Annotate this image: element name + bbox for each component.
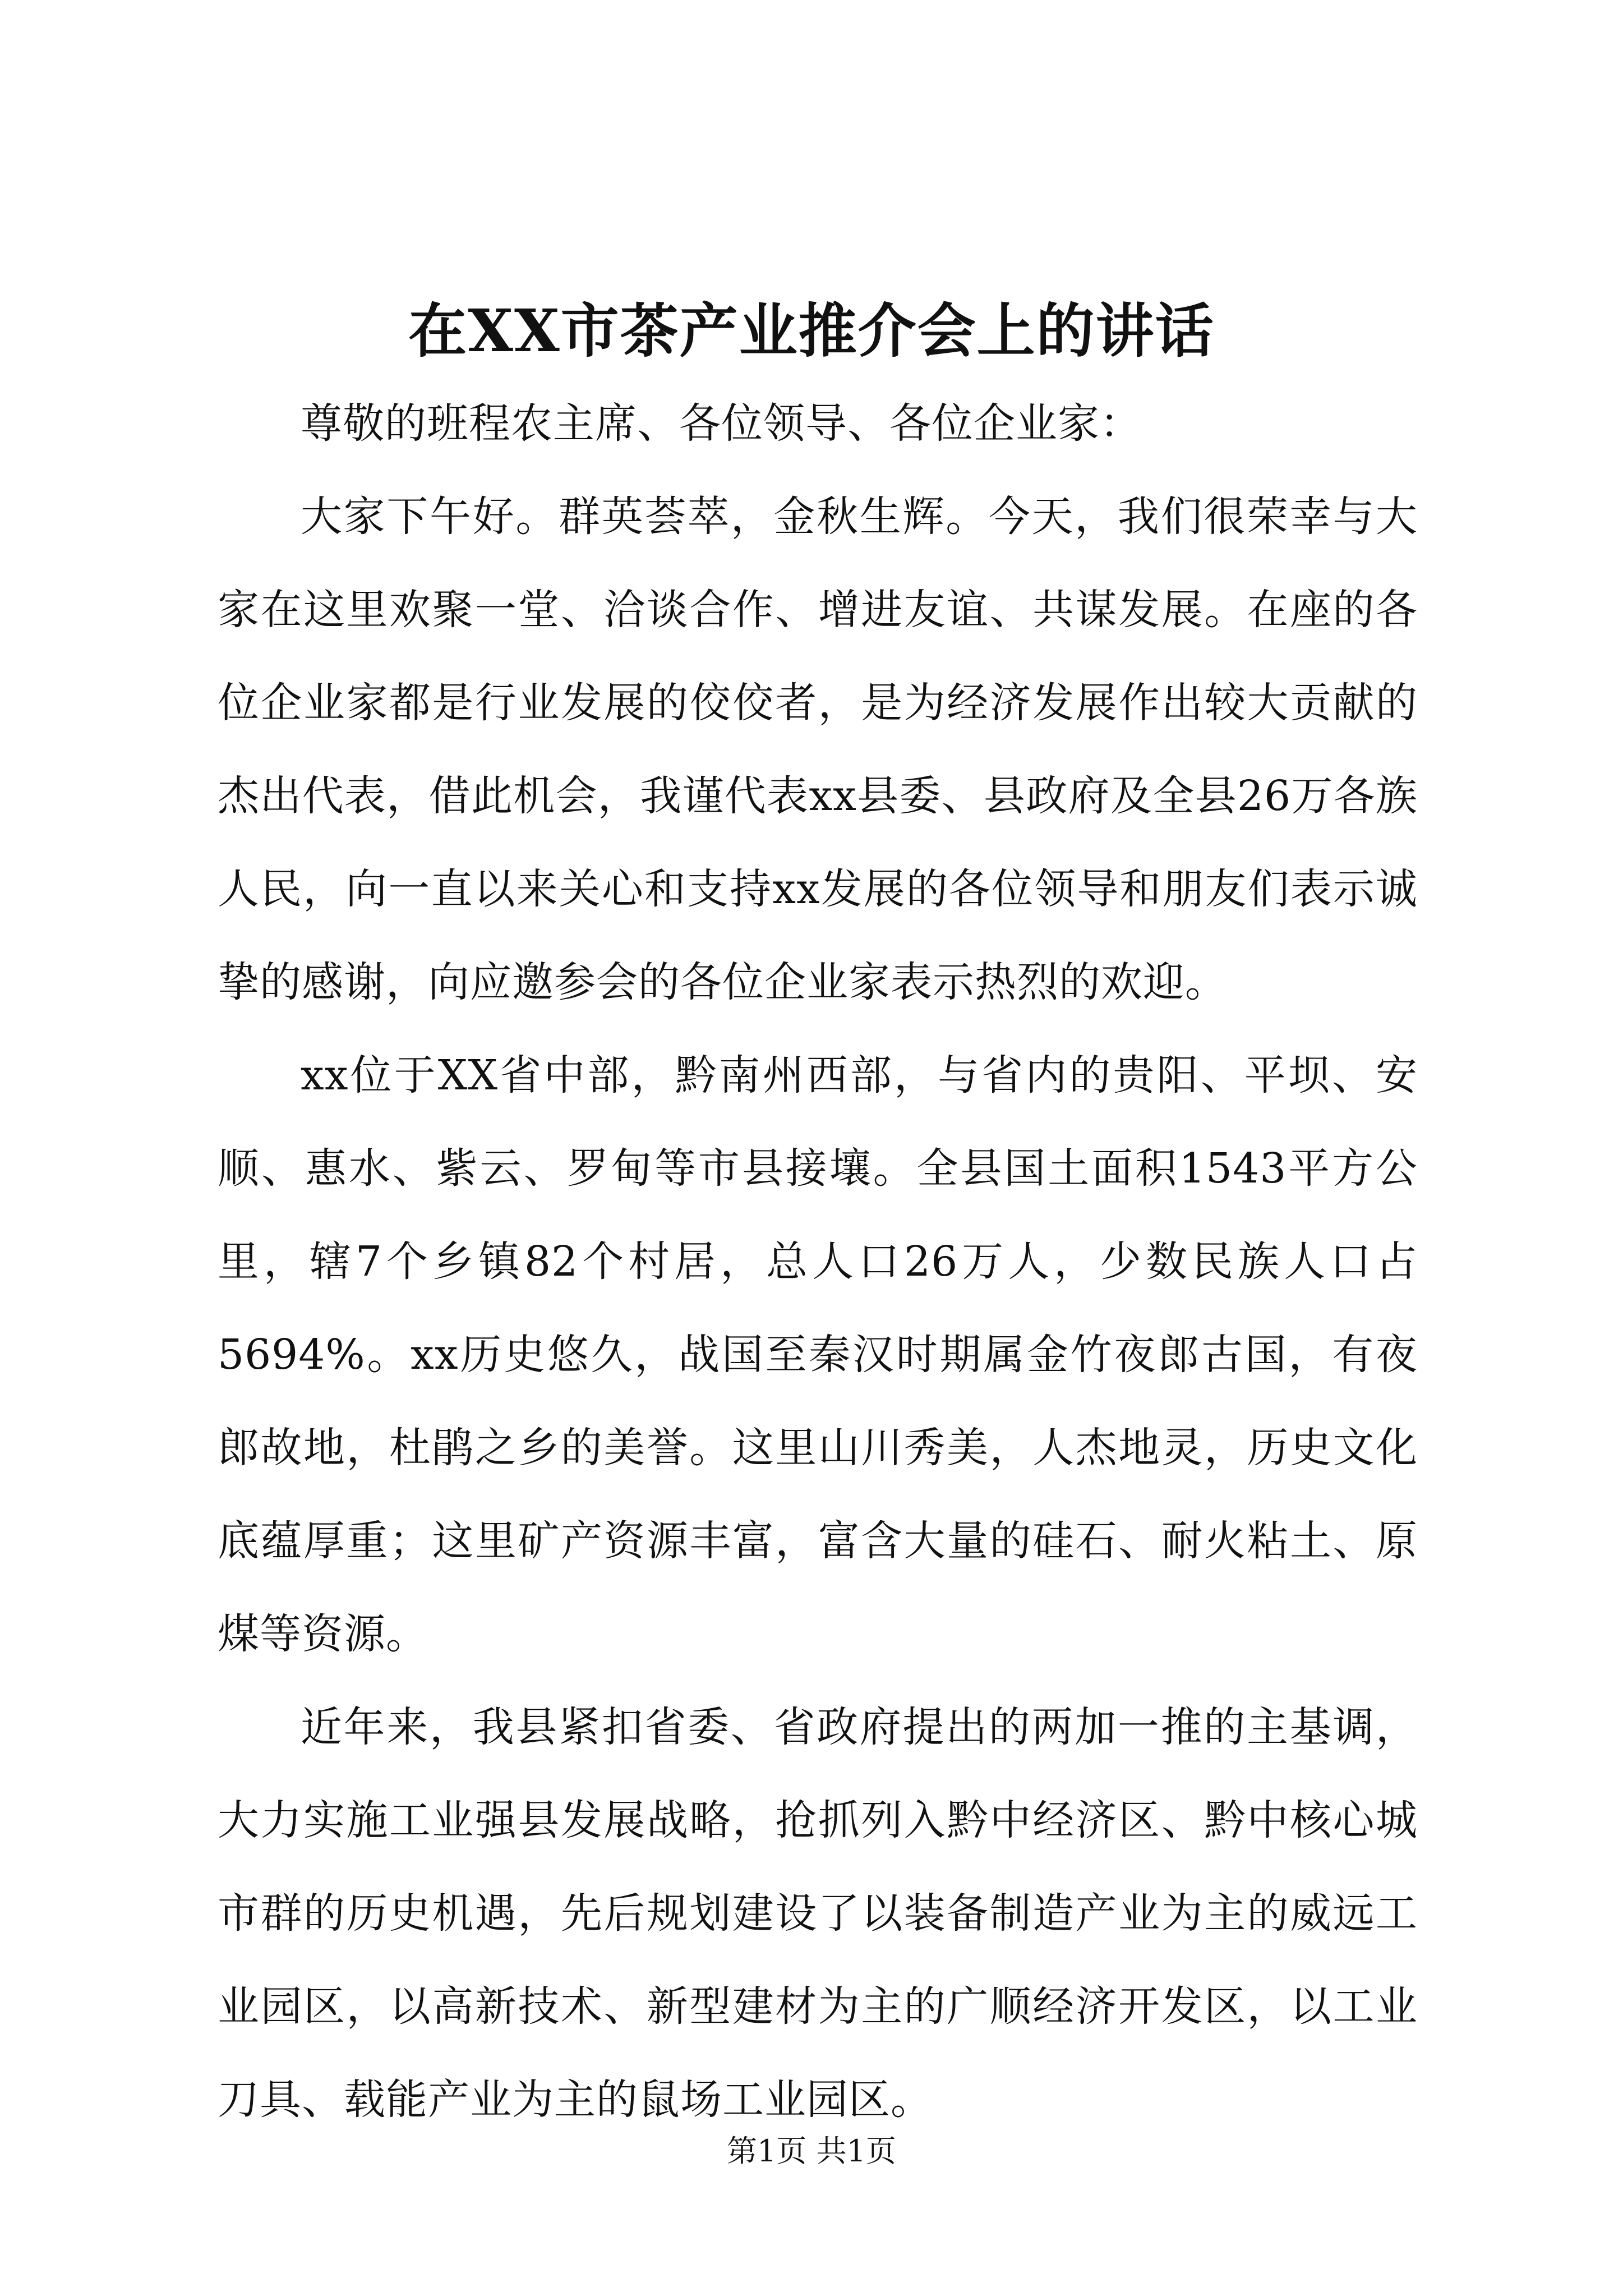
page-footer: 第1页 共1页 — [727, 2133, 896, 2169]
document-title: 在XX市茶产业推介会上的讲话 — [408, 296, 1215, 365]
salutation-paragraph: 尊敬的班程农主席、各位领导、各位企业家： — [301, 399, 1142, 448]
document-body — [218, 377, 1418, 2146]
body-paragraph: xx位于XX省中部，黔南州西部，与省内的贵阳、平坝、安顺、惠水、紫云、罗甸等市县接壤。全县国土面积1543平方公里，辖7个乡镇82个村居，总人口26万人，少数民族人口占5694%。xx历史悠久，战国至秦汉时期属金竹夜郎古国，有夜郎故地，杜鹃之乡的美誉。这里山川秀美，人杰地灵，历史文化底蕴厚重；这里矿产资源丰富，富含大量的硅石、耐火粘土、原煤等资源。 — [218, 1051, 1418, 1658]
body-paragraph: 大家下午好。群英荟萃，金秋生辉。今天，我们很荣幸与大家在这里欢聚一堂、洽谈合作、增进友谊、共谋发展。在座的各位企业家都是行业发展的佼佼者，是为经济发展作出较大贡献的杰出代表，借此机会，我谨代表xx县委、县政府及全县26万各族人民，向一直以来关心和支持xx发展的各位领导和朋友们表示诚挚的感谢，向应邀参会的各位企业家表示热烈的欢迎。 — [218, 493, 1418, 1006]
body-paragraph: 近年来，我县紧扣省委、省政府提出的两加一推的主基调，大力实施工业强县发展战略，抢抓列入黔中经济区、黔中核心城市群的历史机遇，先后规划建设了以装备制造产业为主的威远工业园区，以高新技术、新型建材为主的广顺经济开发区，以工业刀具、载能产业为主的鼠场工业园区。 — [218, 1703, 1418, 2124]
